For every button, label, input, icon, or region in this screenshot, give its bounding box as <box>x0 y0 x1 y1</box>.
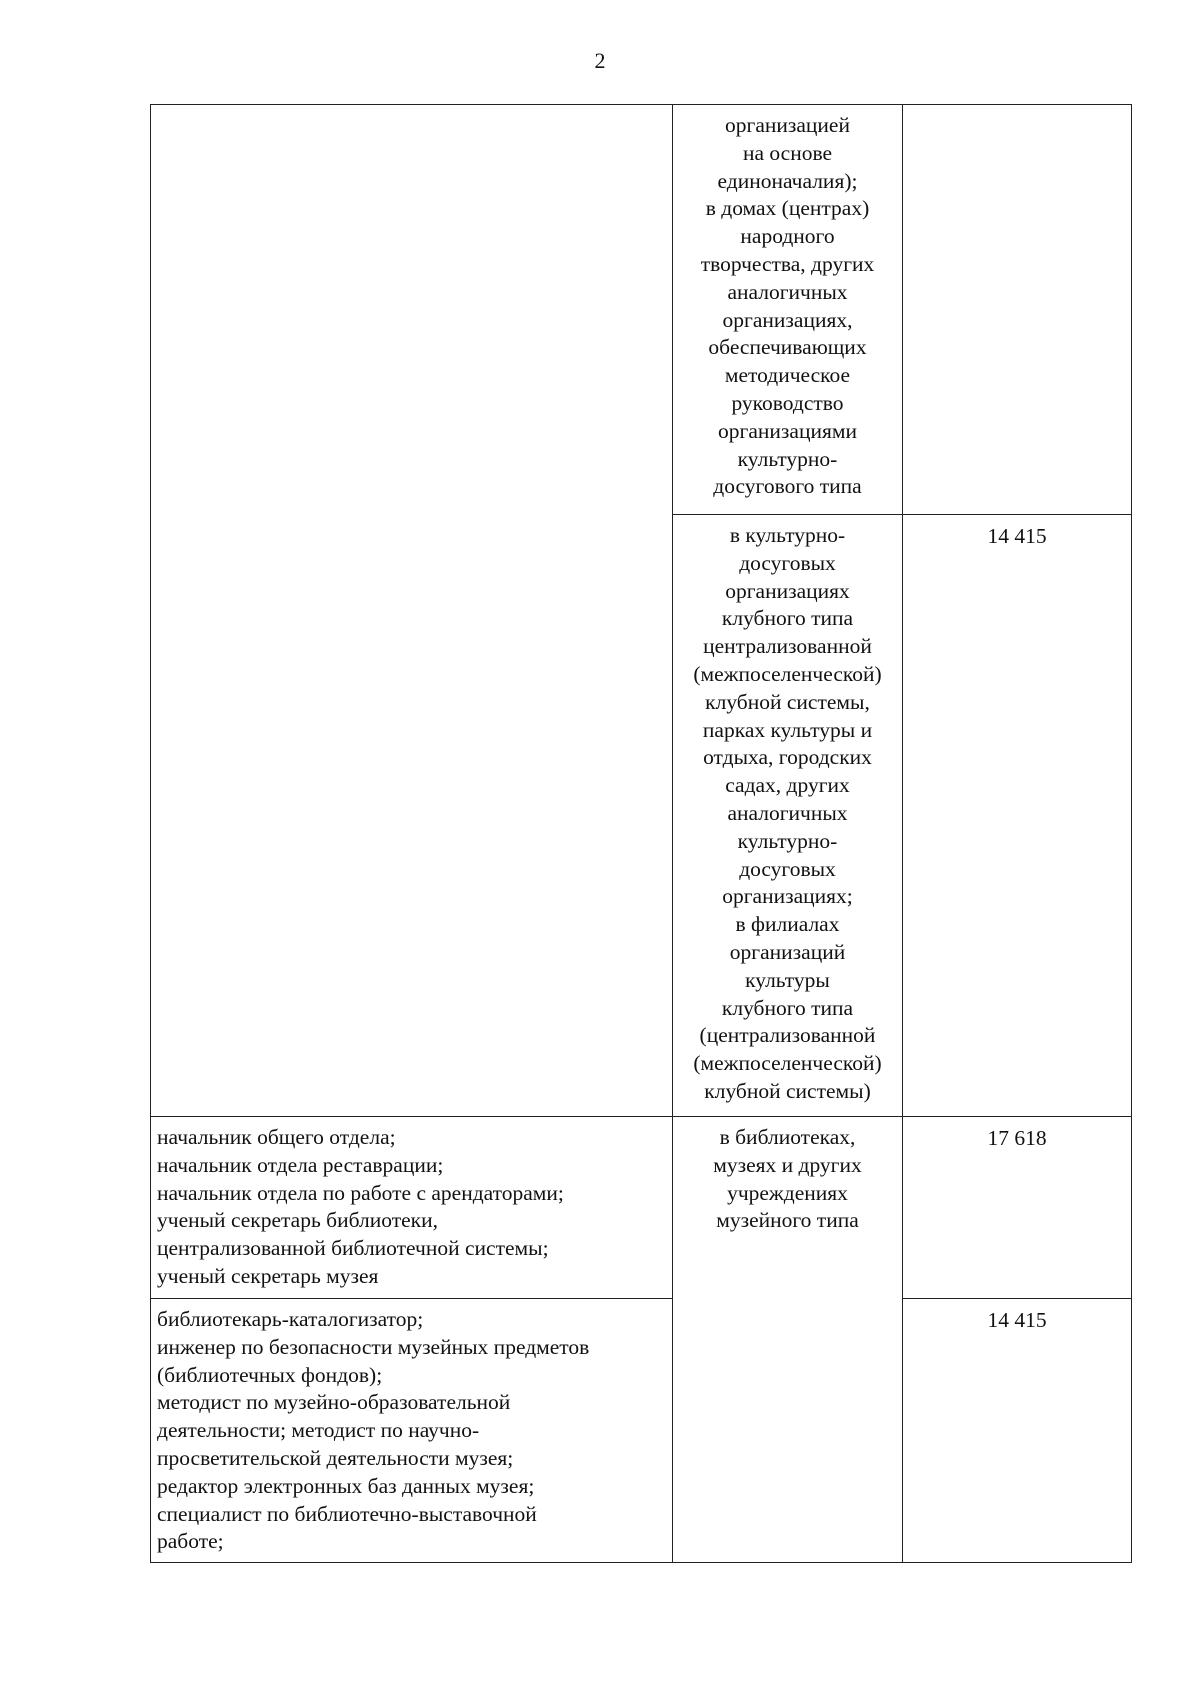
position-line: редактор электронных баз данных музея; <box>157 1473 535 1498</box>
institution-line: садах, других <box>725 773 850 798</box>
position-line: методист по музейно-образовательной <box>157 1390 511 1415</box>
institution-line: централизованной <box>703 634 872 659</box>
institution-line: клубного типа <box>721 995 854 1020</box>
position-line: ученый секретарь библиотеки, <box>157 1208 438 1233</box>
institution-line: клубного типа <box>721 606 854 631</box>
institution-line: организациях <box>725 578 850 603</box>
position-line: просветительской деятельности музея; <box>157 1445 514 1470</box>
positions-cell <box>151 105 673 1117</box>
position-line: работе; <box>157 1529 224 1554</box>
institution-line: народного <box>740 224 835 249</box>
institution-line: (централизованной <box>699 1023 876 1048</box>
position-line: библиотекарь-каталогизатор; <box>157 1307 424 1331</box>
salary-value: 14 415 <box>987 1308 1047 1332</box>
institution-line: клубной системы) <box>704 1078 871 1103</box>
salary-value: 17 618 <box>987 1126 1047 1150</box>
institution-line: отдыха, городских <box>703 745 872 770</box>
salary-table <box>150 104 1132 1563</box>
institution-line: в филиалах <box>735 912 840 937</box>
institution-line: культурно- <box>737 446 838 471</box>
institution-line: творчества, других <box>700 251 875 276</box>
institution-line: культуры <box>745 967 830 992</box>
institution-line: организацией <box>725 113 850 137</box>
position-line: деятельности; методист по научно- <box>157 1418 480 1443</box>
institution-line: клубной системы, <box>705 689 870 714</box>
position-line: начальник отдела по работе с арендаторами; <box>157 1180 564 1205</box>
position-line: инженер по безопасности музейных предметов <box>157 1334 590 1359</box>
institution-cell <box>673 1117 903 1563</box>
institution-line: в культурно- <box>729 523 846 547</box>
position-line: начальник общего отдела; <box>157 1125 396 1149</box>
position-line: (библиотечных фондов); <box>157 1362 383 1387</box>
institution-line: досугового типа <box>713 474 862 499</box>
institution-line: досуговых <box>739 856 836 881</box>
institution-line: учреждениях <box>727 1180 848 1205</box>
institution-line: (межпоселенческой) <box>693 661 882 686</box>
institution-line: культурно- <box>737 828 838 853</box>
position-line: специалист по библиотечно-выставочной <box>157 1501 537 1526</box>
position-line: ученый секретарь музея <box>157 1263 379 1288</box>
positions-cell <box>151 1117 673 1299</box>
institution-line: в библиотеках, <box>719 1125 856 1149</box>
positions-cell <box>151 1299 673 1563</box>
institution-line: организациями <box>718 418 857 443</box>
institution-line: руководство <box>731 390 844 415</box>
salary-cell <box>903 1299 1132 1563</box>
table-row <box>151 105 1132 515</box>
institution-line: на основе <box>742 140 833 165</box>
institution-line: музеях и других <box>713 1152 862 1177</box>
salary-cell <box>903 515 1132 1117</box>
institution-line: музейного типа <box>716 1208 859 1233</box>
table-row <box>151 1117 1132 1299</box>
salary-cell <box>903 1117 1132 1299</box>
institution-line: организаций <box>729 939 846 964</box>
institution-line: аналогичных <box>727 279 848 304</box>
institution-line: обеспечивающих <box>708 335 867 360</box>
position-line: централизованной библиотечной системы; <box>157 1236 549 1261</box>
institution-line: организациях, <box>722 307 853 332</box>
institution-line: досуговых <box>739 550 836 575</box>
table-row <box>151 1299 1132 1563</box>
institution-line: (межпоселенческой) <box>693 1051 882 1076</box>
institution-line: единоначалия); <box>717 168 858 193</box>
institution-cell <box>673 515 903 1117</box>
institution-cell <box>673 105 903 515</box>
salary-cell <box>903 105 1132 515</box>
page-number: 2 <box>594 48 606 73</box>
institution-line: организациях; <box>722 884 853 909</box>
institution-line: аналогичных <box>727 800 848 825</box>
institution-line: парках культуры и <box>702 717 873 742</box>
position-line: начальник отдела реставрации; <box>157 1152 444 1177</box>
institution-line: в домах (центрах) <box>705 196 870 221</box>
institution-line: методическое <box>724 363 851 388</box>
salary-value: 14 415 <box>987 524 1047 548</box>
